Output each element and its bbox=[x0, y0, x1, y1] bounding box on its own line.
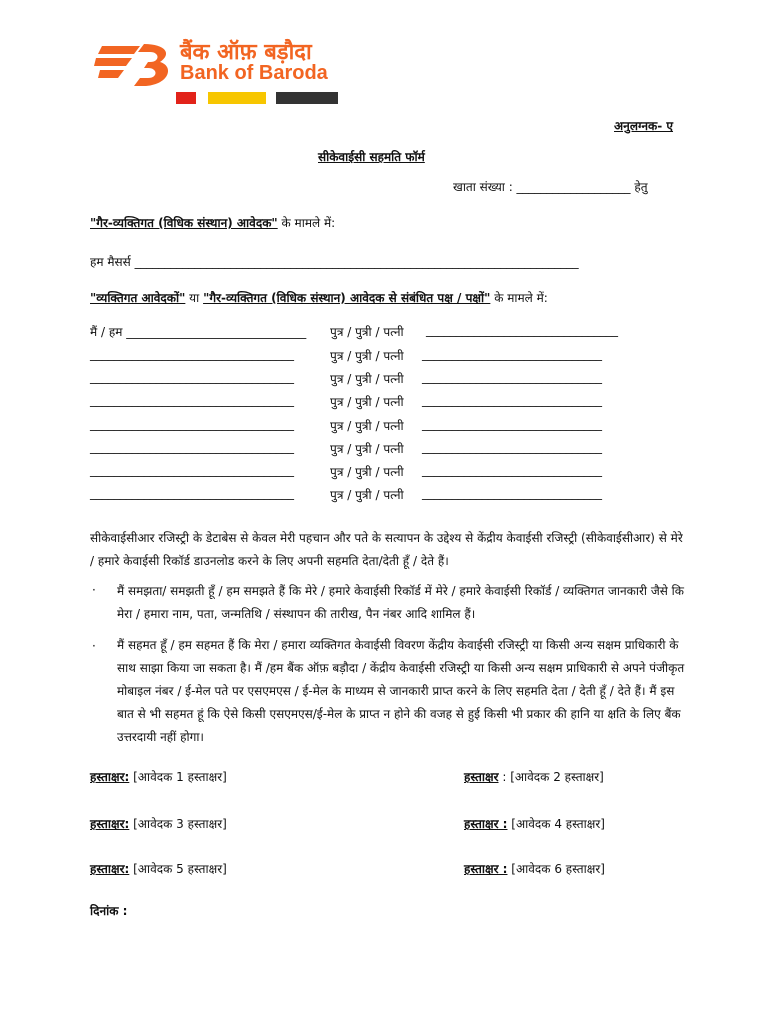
applicant-row-3-right: ______________________________ bbox=[422, 370, 602, 384]
applicant-row-3-left: __________________________________ bbox=[90, 370, 294, 384]
applicant-row-7-relation: पुत्र / पुत्री / पत्नी bbox=[330, 465, 404, 479]
annexure-label: अनुलग्नक- ए bbox=[614, 119, 674, 133]
applicant-row-7-left: __________________________________ bbox=[90, 463, 294, 477]
signature-5 bbox=[90, 860, 227, 877]
signature-4-value: [आवेदक 4 हस्ताक्षर] bbox=[507, 817, 605, 831]
section1-heading-bold: "गैर-व्यक्तिगत (विधिक संस्थान) आवेदक" bbox=[90, 216, 278, 230]
signature-5-label: हस्ताक्षर: bbox=[90, 862, 130, 876]
signature-3 bbox=[90, 815, 227, 832]
section2-heading-b: "गैर-व्यक्तिगत (विधिक संस्थान) आवेदक से संबंधित पक्ष / पक्षों" bbox=[203, 291, 491, 305]
signature-2 bbox=[464, 768, 604, 785]
signature-4 bbox=[464, 815, 605, 832]
signature-2-label: हस्ताक्षर bbox=[464, 770, 499, 784]
logo-hindi-text: बैंक ऑफ़ बड़ौदा bbox=[180, 40, 312, 65]
signature-6-value: [आवेदक 6 हस्ताक्षर] bbox=[507, 862, 605, 876]
applicant-row-5-relation: पुत्र / पुत्री / पत्नी bbox=[330, 419, 404, 433]
signature-3-value: [आवेदक 3 हस्ताक्षर] bbox=[129, 817, 227, 831]
applicant-row-8-right: ______________________________ bbox=[422, 486, 602, 500]
applicant-row-6-right: ______________________________ bbox=[422, 440, 602, 454]
logo-strip bbox=[176, 92, 338, 104]
applicant-row-7-right: ______________________________ bbox=[422, 463, 602, 477]
signature-6 bbox=[464, 860, 605, 877]
section1-heading bbox=[90, 214, 335, 231]
consent-paragraph: सीकेवाईसीआर रजिस्ट्री के डेटाबेस से केवल मेरी पहचान और पते के सत्यापन के उद्देश्य से केंद्रीय केवाईसी रजिस्ट्री (सीकेवाईसीआर) से मेरे / हमारे केवाईसी रिकॉर्ड डाउनलोड करने के लिए अपनी सहमति देता/देती हूँ / देते हैं। bbox=[90, 531, 683, 568]
applicant-row-1-relation: पुत्र / पुत्री / पत्नी bbox=[330, 325, 404, 339]
applicant-row-1-right: ________________________________ bbox=[426, 323, 618, 337]
bullet-1-marker: · bbox=[92, 583, 96, 597]
signature-6-label: हस्ताक्षर : bbox=[464, 862, 508, 876]
signature-5-value: [आवेदक 5 हस्ताक्षर] bbox=[129, 862, 227, 876]
signature-2-value: : [आवेदक 2 हस्ताक्षर] bbox=[498, 770, 604, 784]
applicant-row-3-relation: पुत्र / पुत्री / पत्नी bbox=[330, 372, 404, 386]
applicant-row-1-left: मैं / हम ______________________________ bbox=[90, 325, 307, 339]
form-title: सीकेवाईसी सहमति फॉर्म bbox=[318, 150, 425, 164]
applicant-row-4-left: __________________________________ bbox=[90, 393, 294, 407]
applicant-row-4-relation: पुत्र / पुत्री / पत्नी bbox=[330, 395, 404, 409]
firm-name-line: हम मैसर्स __________________________________________________________________________ bbox=[90, 255, 579, 269]
bank-logo bbox=[94, 40, 344, 106]
date-label: दिनांक : bbox=[90, 904, 128, 918]
applicant-row-5-left: __________________________________ bbox=[90, 417, 294, 431]
applicant-row-2-left: __________________________________ bbox=[90, 347, 294, 361]
signature-1 bbox=[90, 768, 227, 785]
bullet-2-text: मैं सहमत हूँ / हम सहमत हैं कि मेरा / हमारा व्यक्तिगत केवाईसी विवरण केंद्रीय केवाईसी रजिस्ट्री या किसी अन्य सक्षम प्राधिकारी के साथ साझा किया जा सकता है। मैं /हम बैंक ऑफ़ बड़ौदा / केंद्रीय केवाईसी रजिस्ट्री या किसी अन्य सक्षम प्राधिकारी से अपने पंजीकृत मोबाइल नंबर / ई-मेल पते पर एसएमएस / ई-मेल के माध्यम से जानकारी प्राप्त करने के लिए सहमति देता / देती हूँ / देते हैं। मैं इस बात से भी सहमत हूं कि ऐसे किसी एसएमएस/ई-मेल के प्राप्त न होने की वजह से हुई किसी भी प्रकार की हानि या क्षति के लिए बैंक उत्तरदायी नहीं होगा। bbox=[117, 638, 685, 744]
section2-heading-a: "व्यक्तिगत आवेदकों" bbox=[90, 291, 186, 305]
applicant-row-4-right: ______________________________ bbox=[422, 393, 602, 407]
signature-4-label: हस्ताक्षर : bbox=[464, 817, 508, 831]
applicant-row-6-left: __________________________________ bbox=[90, 440, 294, 454]
signature-1-value: [आवेदक 1 हस्ताक्षर] bbox=[129, 770, 227, 784]
logo-english-text: Bank of Baroda bbox=[180, 62, 328, 84]
applicant-row-2-relation: पुत्र / पुत्री / पत्नी bbox=[330, 349, 404, 363]
section2-or: या bbox=[185, 291, 204, 305]
applicant-row-8-left: __________________________________ bbox=[90, 486, 294, 500]
signature-1-label: हस्ताक्षर: bbox=[90, 770, 130, 784]
bullet-2-marker: · bbox=[92, 639, 96, 653]
signature-3-label: हस्ताक्षर: bbox=[90, 817, 130, 831]
account-number-line: खाता संख्या : ___________________ हेतु bbox=[453, 180, 648, 194]
applicant-row-8-relation: पुत्र / पुत्री / पत्नी bbox=[330, 488, 404, 502]
bullet-1-text: मैं समझता/ समझती हूँ / हम समझते हैं कि मेरे / हमारे केवाईसी रिकॉर्ड में मेरे / हमारे केवाईसी रिकॉर्ड / व्यक्तिगत जानकारी जैसे कि मेरा / हमारा नाम, पता, जन्मतिथि / संस्थापन की तारीख, पैन नंबर आदि शामिल हैं। bbox=[117, 584, 684, 621]
applicant-row-5-right: ______________________________ bbox=[422, 417, 602, 431]
bank-of-baroda-emblem-icon bbox=[94, 40, 176, 92]
section2-heading-suffix: के मामले में: bbox=[490, 291, 548, 305]
section2-heading bbox=[90, 289, 548, 306]
section1-heading-suffix: के मामले में: bbox=[277, 216, 336, 230]
applicant-row-6-relation: पुत्र / पुत्री / पत्नी bbox=[330, 442, 404, 456]
applicant-row-2-right: ______________________________ bbox=[422, 347, 602, 361]
